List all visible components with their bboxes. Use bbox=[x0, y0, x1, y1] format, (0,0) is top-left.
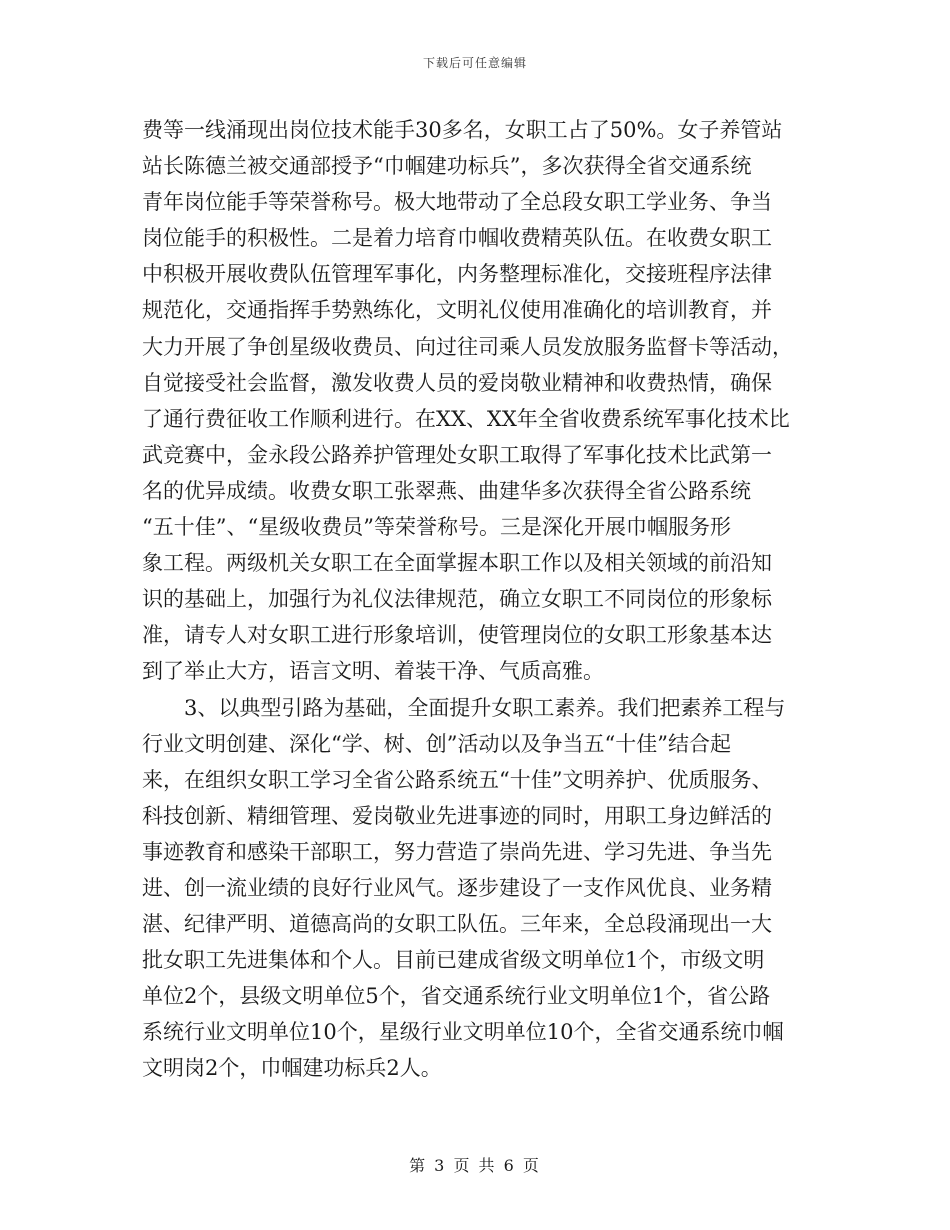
text-line: 行业文明创建、深化“学、树、创”活动以及争当五“十佳”结合起 bbox=[142, 731, 731, 756]
text-line: 费等一线涌现出岗位技术能手30多名，女职工占了50%。女子养管站 bbox=[142, 118, 783, 142]
text-line: 文明岗2个，巾帼建功标兵2人。 bbox=[142, 1056, 442, 1081]
text-line: 武竞赛中，金永段公路养护管理处女职工取得了军事化技术比武第一 bbox=[142, 442, 772, 467]
text-line: 批女职工先进集体和个人。目前已建成省级文明单位1个，市级文明 bbox=[142, 948, 765, 973]
text-line: 湛、纪律严明、道德高尚的女职工队伍。三年来，全总段涌现出一大 bbox=[142, 912, 772, 937]
text-line: 识的基础上，加强行为礼仪法律规范，确立女职工不同岗位的形象标 bbox=[142, 587, 772, 612]
text-line: 站长陈德兰被交通部授予“巾帼建功标兵”，多次获得全省交通系统 bbox=[142, 154, 752, 179]
text-line: 科技创新、精细管理、爱岗敬业先进事迹的同时，用职工身边鲜活的 bbox=[142, 803, 772, 828]
text-line: 来，在组织女职工学习全省公路系统五“十佳”文明养护、优质服务、 bbox=[142, 767, 773, 792]
text-line: 中积极开展收费队伍管理军事化，内务整理标准化，交接班程序法律 bbox=[142, 262, 772, 287]
text-line: 了通行费征收工作顺利进行。在XX、XX年全省收费系统军事化技术比 bbox=[142, 406, 790, 431]
text-line: 象工程。两级机关女职工在全面掌握本职工作以及相关领域的前沿知 bbox=[142, 551, 772, 576]
text-line: 名的优异成绩。收费女职工张翠燕、曲建华多次获得全省公路系统 bbox=[142, 478, 751, 503]
page-header-note: 下载后可任意编辑 bbox=[422, 56, 527, 70]
text-line: 规范化，交通指挥手势熟练化，文明礼仪使用准确化的培训教育，并 bbox=[142, 298, 772, 323]
text-line: 单位2个，县级文明单位5个，省交通系统行业文明单位1个，省公路 bbox=[142, 984, 771, 1009]
text-line: 进、创一流业绩的良好行业风气。逐步建设了一支作风优良、业务精 bbox=[142, 875, 772, 900]
document-body bbox=[142, 112, 812, 1087]
text-line: 自觉接受社会监督，激发收费人员的爱岗敬业精神和收费热情，确保 bbox=[142, 370, 772, 395]
text-line: 准，请专人对女职工进行形象培训，使管理岗位的女职工形象基本达 bbox=[142, 623, 772, 648]
text-line: 大力开展了争创星级收费员、向过往司乘人员发放服务监督卡等活动， bbox=[142, 334, 793, 359]
text-line: 青年岗位能手等荣誉称号。极大地带动了全总段女职工学业务、争当 bbox=[142, 190, 772, 215]
text-line: 事迹教育和感染干部职工，努力营造了崇尚先进、学习先进、争当先 bbox=[142, 839, 772, 864]
page-number-footer: 第 3 页 共 6 页 bbox=[409, 1156, 541, 1175]
text-line: “五十佳”、“星级收费员”等荣誉称号。三是深化开展巾帼服务形 bbox=[142, 515, 731, 540]
text-line: 系统行业文明单位10个，星级行业文明单位10个，全省交通系统巾帼 bbox=[142, 1020, 784, 1045]
paragraph-start-line: 3、以典型引路为基础，全面提升女职工素养。我们把素养工程与 bbox=[184, 695, 786, 720]
text-line: 到了举止大方，语言文明、着装干净、气质高雅。 bbox=[142, 659, 604, 684]
text-line: 岗位能手的积极性。二是着力培育巾帼收费精英队伍。在收费女职工 bbox=[142, 226, 772, 251]
